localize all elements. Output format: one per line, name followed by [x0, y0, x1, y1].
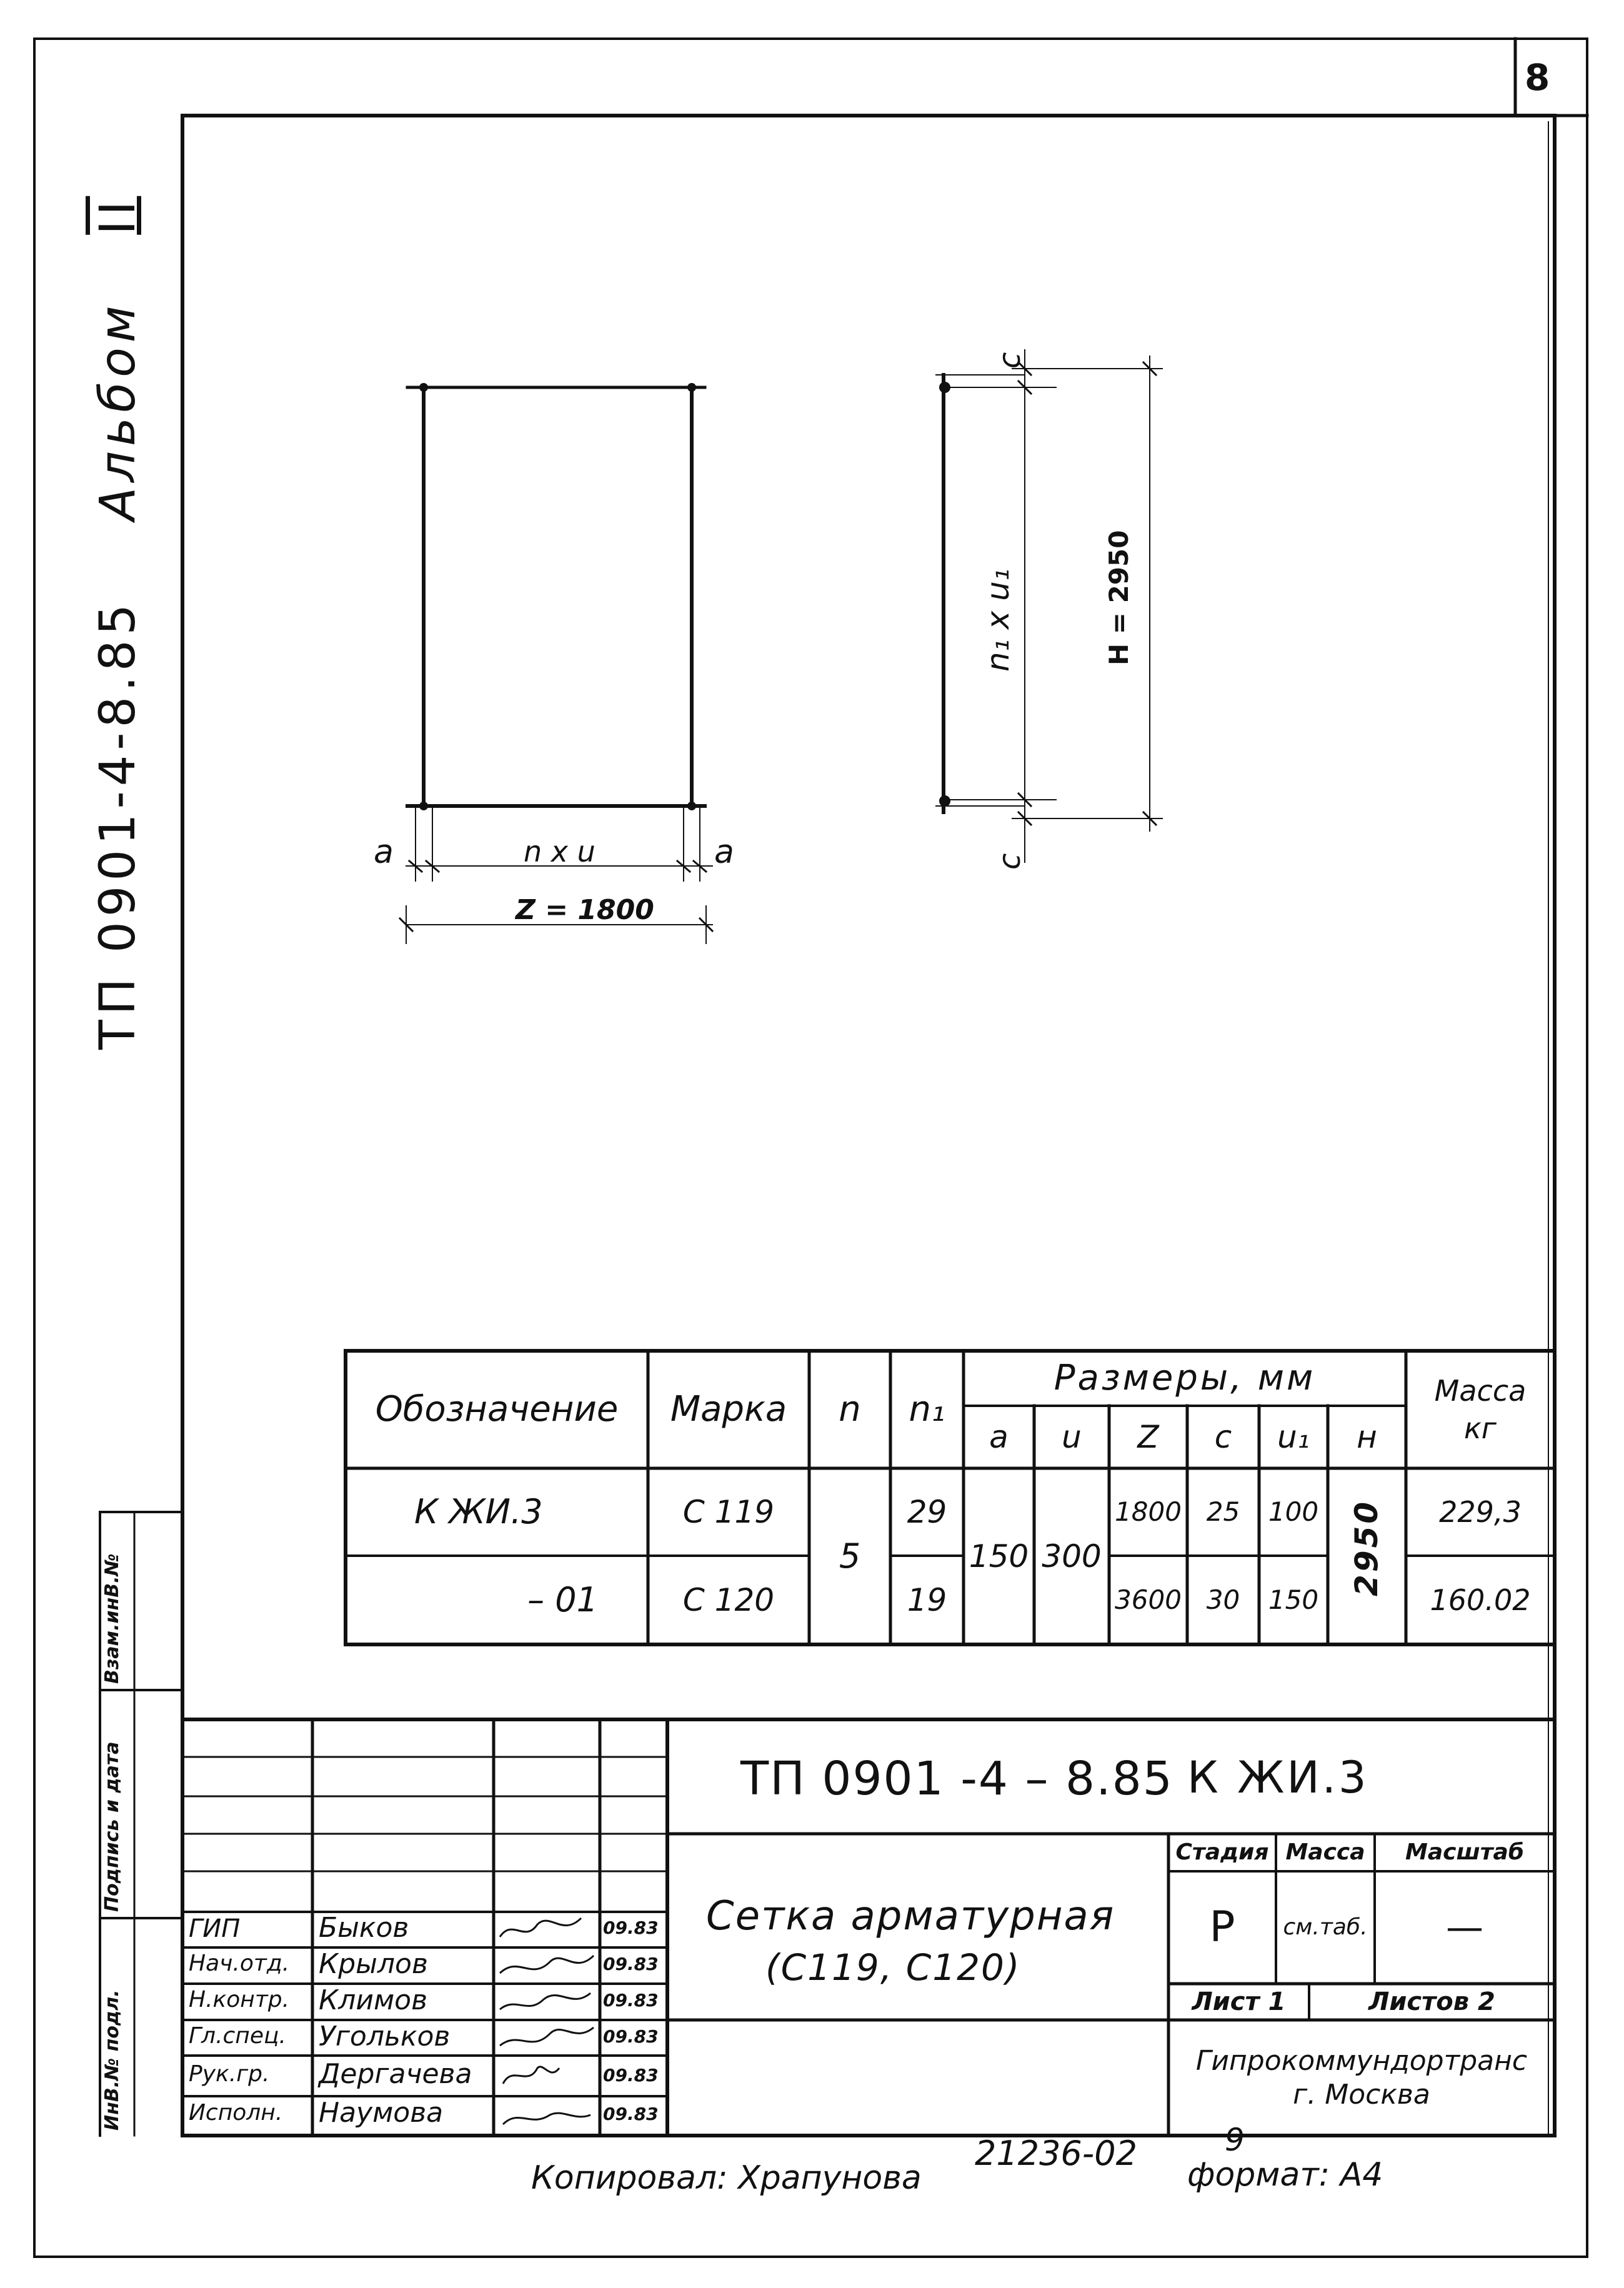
staff-date-0: 09.83	[603, 1917, 659, 1938]
doc-code: ТП 0901 -4 – 8.85	[740, 1752, 1173, 1806]
doc-mark: К ЖИ.3	[1187, 1752, 1369, 1803]
staff-name-4: Дергачева	[319, 2058, 472, 2090]
row2-mark: С 120	[682, 1582, 775, 1618]
row1-u1: 100	[1268, 1496, 1319, 1527]
header-n1: n₁	[909, 1389, 945, 1430]
shared-n: 5	[839, 1536, 861, 1576]
shared-h: 2950	[1348, 1499, 1385, 1596]
row1-n1: 29	[907, 1494, 947, 1530]
row1-c: 25	[1206, 1496, 1240, 1527]
header-n: n	[839, 1389, 861, 1430]
shared-a: 150	[969, 1538, 1029, 1574]
row2-c: 30	[1206, 1584, 1240, 1615]
label-scale: Масштаб	[1405, 1839, 1524, 1865]
row1-mass: 229,3	[1439, 1495, 1522, 1529]
row2-designation: – 01	[527, 1580, 598, 1619]
staff-role-5: Исполн.	[189, 2100, 283, 2126]
stamp-inv-original: ИнВ.№ подл.	[101, 1989, 123, 2131]
footer-copied-by: Копировал: Храпунова	[531, 2159, 922, 2197]
staff-date-3: 09.83	[603, 2026, 659, 2047]
dim-label-a-left: а	[374, 833, 394, 871]
staff-date-1: 09.83	[603, 1954, 659, 1974]
label-sheets: Листов 2	[1368, 1987, 1495, 2016]
row2-n1: 19	[907, 1582, 947, 1618]
header-mass-unit: кг	[1464, 1411, 1497, 1445]
stamp-sign-date: Подпись и дата	[101, 1741, 123, 1912]
dim-label-h: H = 2950	[1103, 530, 1134, 665]
value-stage: Р	[1209, 1903, 1235, 1952]
doc-title-line1: Сетка арматурная	[706, 1893, 1115, 1939]
side-title-album: Альбом	[90, 301, 146, 521]
footer-inventory: 21236-02	[975, 2134, 1137, 2173]
header-z: Z	[1137, 1419, 1159, 1455]
header-h: н	[1357, 1419, 1377, 1455]
staff-name-1: Крылов	[319, 1948, 428, 1980]
label-stage: Стадия	[1175, 1839, 1269, 1865]
header-mark: Марка	[670, 1389, 787, 1430]
row1-z: 1800	[1115, 1496, 1182, 1527]
footer-page: 9	[1225, 2122, 1245, 2158]
value-scale: —	[1446, 1906, 1483, 1949]
header-u: u	[1062, 1419, 1082, 1455]
sheet-number: 8	[1525, 56, 1550, 99]
org-line2: г. Москва	[1293, 2078, 1430, 2111]
row2-z: 3600	[1115, 1584, 1182, 1615]
staff-role-0: ГИП	[189, 1914, 241, 1943]
staff-role-3: Гл.спец.	[189, 2023, 286, 2049]
dim-label-z: Z = 1800	[516, 894, 654, 926]
row1-designation: К ЖИ.3	[414, 1492, 543, 1531]
dim-label-a-right: а	[714, 833, 734, 871]
value-mass: см.таб.	[1283, 1914, 1368, 1940]
header-dimensions: Размеры, мм	[1054, 1358, 1316, 1398]
header-a: а	[989, 1419, 1009, 1455]
staff-role-4: Рук.гр.	[189, 2061, 270, 2087]
dim-label-c-bottom: c	[992, 853, 1027, 870]
org-name	[1168, 2020, 1555, 2136]
side-title-code: ТП 0901-4-8.85	[90, 599, 146, 1050]
label-sheet: Лист 1	[1192, 1987, 1286, 2016]
staff-role-1: Нач.отд.	[189, 1951, 290, 1976]
header-u1: u₁	[1277, 1419, 1310, 1455]
row2-mass: 160.02	[1430, 1583, 1531, 1617]
footer-format: формат: А4	[1187, 2156, 1383, 2194]
header-mass-label: Масса	[1434, 1374, 1527, 1408]
header-designation: Обозначение	[375, 1389, 619, 1430]
staff-name-0: Быков	[319, 1912, 409, 1944]
row2-u1: 150	[1268, 1584, 1319, 1615]
stamp-replace-inv: Взам.инВ.№	[101, 1553, 123, 1684]
dim-label-c-top: c	[992, 352, 1027, 369]
side-title-album-number: II	[90, 196, 146, 235]
dim-label-n1u1: n₁ x u₁	[980, 569, 1016, 672]
org-line1: Гипрокоммундортранс	[1195, 2044, 1528, 2077]
staff-date-4: 09.83	[603, 2065, 659, 2086]
staff-name-5: Наумова	[319, 2097, 444, 2129]
row1-mark: С 119	[682, 1494, 775, 1530]
staff-date-5: 09.83	[603, 2104, 659, 2124]
header-c: c	[1214, 1419, 1232, 1455]
staff-date-2: 09.83	[603, 1990, 659, 2011]
staff-name-3: Угольков	[319, 2021, 451, 2052]
dim-label-nxu: n x u	[524, 835, 595, 868]
doc-title-line2: (С119, С120)	[765, 1946, 1021, 1989]
staff-name-2: Климов	[319, 1984, 428, 2016]
label-mass: Масса	[1285, 1839, 1365, 1865]
staff-role-2: Н.контр.	[189, 1987, 290, 2012]
shared-u: 300	[1042, 1538, 1102, 1574]
